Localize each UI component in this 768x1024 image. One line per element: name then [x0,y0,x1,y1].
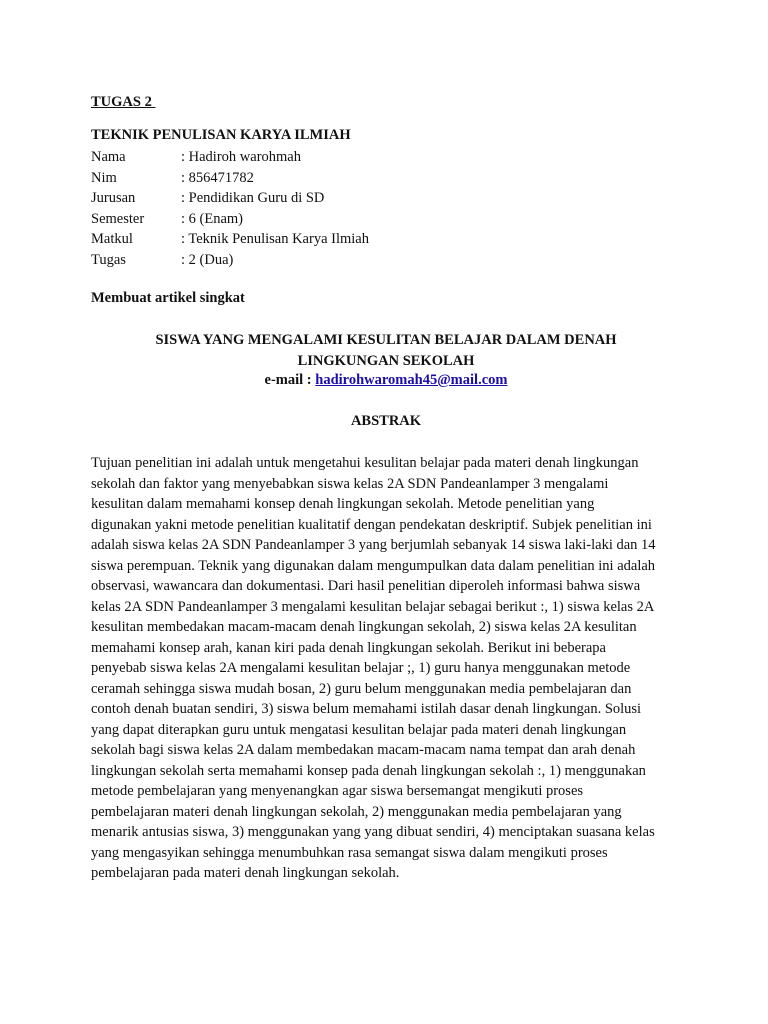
course-title: TEKNIK PENULISAN KARYA ILMIAH [91,127,351,143]
section-heading: Membuat artikel singkat [91,290,245,306]
info-label: Nim [91,169,117,186]
abstract-line: ceramah sehingga siswa mudah bosan, 2) guru belum menggunakan media pembelajaran dan [91,680,632,697]
abstract-line: digunakan yakni metode penelitian kualitatif dengan pendekatan deskriptif. Subjek penelitian ini [91,516,652,533]
abstract-line: contoh denah buatan sendiri, 3) siswa belum memahami istilah dasar denah lingkungan. Solusi [91,701,642,717]
abstract-line: siswa perempuan. Teknik yang digunakan dalam mengumpulkan data dalam penelitian ini adalah [91,557,656,574]
article-title [91,330,681,371]
article-title-line: SISWA YANG MENGALAMI KESULITAN BELAJAR DALAM DENAH [155,332,617,348]
info-row-jurusan [91,188,369,209]
info-value: : 2 (Dua) [181,251,234,268]
info-row-semester [91,209,369,230]
info-value: : Hadiroh warohmah [181,149,301,165]
abstract-line: metode pembelajaran yang menyenangkan agar siswa bersemangat mengikuti proses [91,783,584,799]
abstract-line: sekolah dan faktor yang menyebabkan siswa kelas 2A SDN Pandeanlamper 3 mengalami [91,475,609,492]
info-label: Tugas [91,251,126,268]
abstract-body [91,453,691,884]
abstract-line: lingkungan sekolah serta memahami konsep pada denah lingkungan sekolah :, 1) menggunakan [91,762,646,779]
abstract-line: yang mengasyikan sehingga menumbuhkan rasa semangat siswa dalam mengikuti proses [91,844,608,861]
abstract-line: menarik antusias siswa, 3) menggunakan yang yang dibuat sendiri, 4) menciptakan suasana kelas [91,824,655,840]
info-value: : 856471782 [181,169,254,186]
info-row-matkul [91,229,369,250]
abstract-line: kesulitan membedakan macam-macam denah lingkungan sekolah, 2) siswa kelas 2A kesulitan [91,619,637,635]
abstract-line: kelas 2A SDN Pandeanlamper 3 mengalami kesulitan belajar sebagai berikut :, 1) siswa kelas 2A [91,598,655,615]
abstract-line: sekolah bagi siswa kelas 2A dalam membedakan macam-macam nama tempat dan arah denah [91,742,636,758]
abstract-line: memahami konsep arah, kanan kiri pada denah lingkungan sekolah. Berikut ini beberapa [91,639,606,656]
abstract-line: Tujuan penelitian ini adalah untuk mengetahui kesulitan belajar pada materi denah lingkungan [91,455,639,471]
abstract-line: observasi, wawancara dan dokumentasi. Dari hasil penelitian diperoleh informasi bahwa siswa [91,578,641,594]
article-title-line: LINGKUNGAN SEKOLAH [297,352,475,369]
abstract-line: penyebab siswa kelas 2A mengalami kesulitan belajar ;, 1) guru hanya menggunakan metode [91,660,631,676]
email-line [91,372,681,389]
abstract-line: kesulitan dalam memahami konsep denah lingkungan sekolah. Metode penelitian yang [91,496,595,512]
abstract-line: adalah siswa kelas 2A SDN Pandeanlamper 3 yang berjumlah sebanyak 14 siswa laki-laki dan 14 [91,537,656,553]
abstract-heading: ABSTRAK [350,413,422,429]
abstract-line: pembelajaran materi denah lingkungan sekolah, 2) menggunakan media pembelajaran yang [91,803,622,820]
email-link[interactable]: hadirohwaromah45@mail.com [315,372,508,388]
info-row-nama [91,147,369,168]
info-label: Matkul [91,231,133,247]
abstract-line: pembelajaran pada materi denah lingkungan sekolah. [91,865,400,881]
info-label: Nama [91,149,126,165]
info-row-nim [91,168,369,189]
assignment-number: TUGAS 2 [91,94,156,110]
info-value: : 6 (Enam) [181,210,244,227]
student-info [91,147,369,270]
info-row-tugas [91,250,369,271]
info-value: : Pendidikan Guru di SD [181,190,325,206]
email-label: e-mail : [264,372,316,388]
abstract-line: yang dapat diterapkan guru untuk mengatasi kesulitan belajar pada materi denah lingkungan [91,721,627,738]
info-label: Jurusan [91,190,136,206]
info-value: : Teknik Penulisan Karya Ilmiah [181,231,369,247]
info-label: Semester [91,210,145,227]
